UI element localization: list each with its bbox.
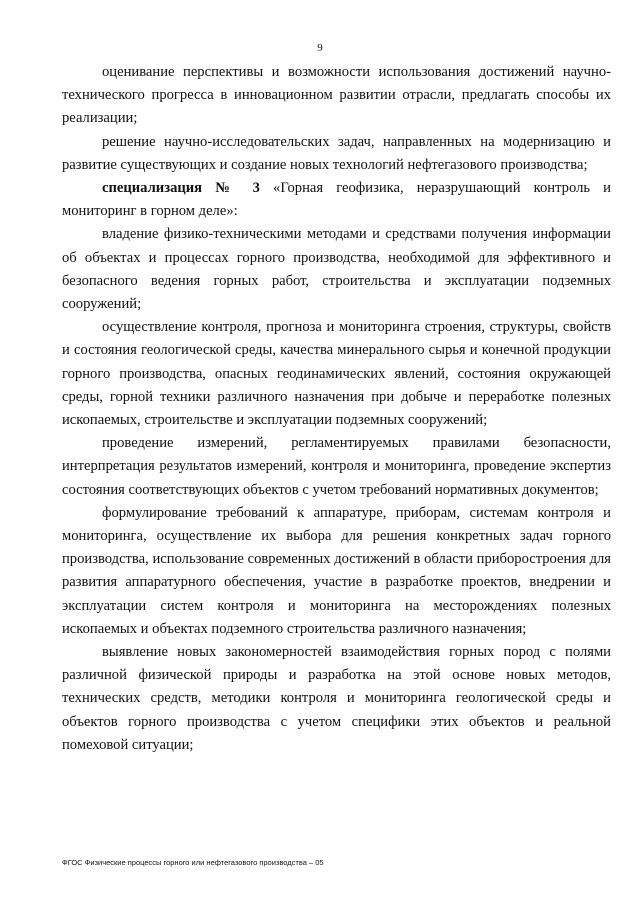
paragraph: проведение измерений, регламентируемых правилами безопасности, интерпретация результатов измерений, контроля и мониторинга, проведение экспертиз состояния соответствующих объектов с учетом требований нормативных документов;	[62, 435, 611, 498]
paragraph: оценивание перспективы и возможности использования достижений научно-технического прогресса в инновационном развитии отрасли, предлагать способы их реализации;	[62, 64, 611, 127]
specialization-title: «Горная геофизика, неразрушающий контроль и мониторинг в горном деле»:	[62, 180, 611, 220]
paragraph: выявление новых закономерностей взаимодействия горных пород с полями различной физической природы и разработка на этой основе новых методов, технических средств, методики контроля и мониторинга геологической среды и объектов горного производства с учетом специфики этих объектов и реальной помеховой ситуации;	[62, 644, 611, 753]
page-number: 9	[317, 42, 323, 54]
paragraph: решение научно-исследовательских задач, направленных на модернизацию и развитие существующих и создание новых технологий нефтегазового производства;	[62, 133, 611, 173]
paragraph: формулирование требований к аппаратуре, приборам, системам контроля и мониторинга, осуществление их выбора для решения конкретных задач горного производства, использование современных достижений в области приборостроения для развития аппаратурного обеспечения, участие в разработке проектов, внедрении и эксплуатации систем контроля и мониторинга на месторождениях полезных ископаемых и объектах подземного строительства различного назначения;	[62, 504, 611, 637]
specialization-heading	[62, 177, 611, 223]
document-body	[62, 61, 611, 757]
page-footer: ФГОС Физические процессы горного или нефтегазового производства – 05	[62, 858, 324, 867]
paragraph: владение физико-техническими методами и средствами получения информации об объектах и процессах горного производства, необходимой для эффективного и безопасного ведения горных работ, строительства и эксплуатации подземных сооружений;	[62, 226, 611, 313]
specialization-label: специализация № 3	[102, 180, 260, 197]
paragraph: осуществление контроля, прогноза и мониторинга строения, структуры, свойств и состояния геологической среды, качества минерального сырья и конечной продукции горного производства, опасных геодинамических явлений, состояния окружающей среды, горной техники различного назначения при добыче и переработке полезных ископаемых, строительстве и эксплуатации подземных сооружений;	[62, 319, 611, 429]
